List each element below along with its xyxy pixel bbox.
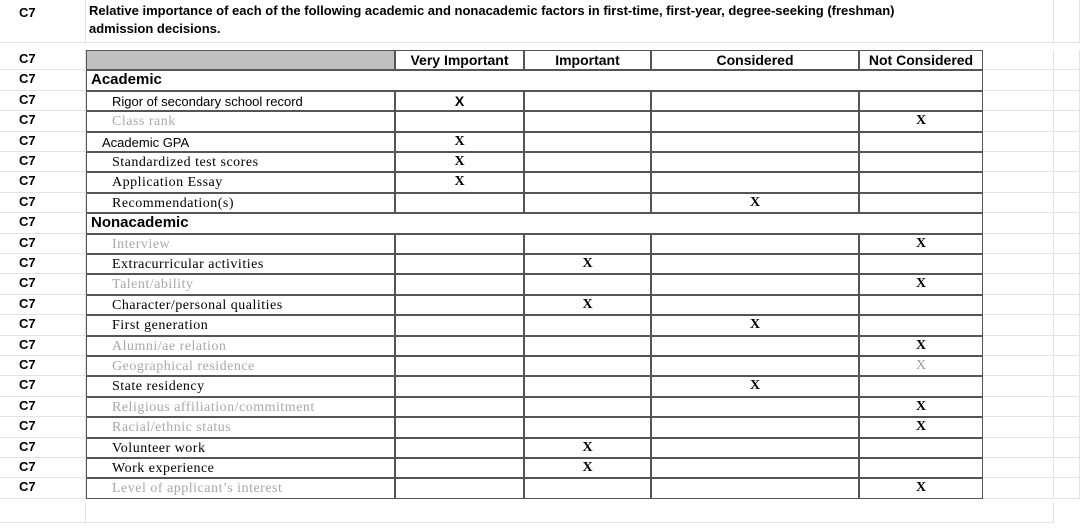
table-row — [0, 336, 1080, 356]
importance-mark[interactable]: X — [524, 254, 651, 274]
row-code[interactable]: C7 — [0, 172, 86, 192]
table-row — [0, 274, 1080, 294]
importance-cell[interactable] — [651, 111, 859, 131]
factor-label: Geographical residence — [86, 356, 395, 376]
empty-cell[interactable] — [983, 193, 1054, 213]
row-code[interactable]: C7 — [0, 376, 86, 396]
importance-cell[interactable] — [651, 295, 859, 315]
empty-cell[interactable] — [1054, 356, 1080, 376]
empty-cell[interactable] — [1054, 234, 1080, 254]
column-header: Important — [524, 50, 651, 70]
importance-cell[interactable] — [524, 193, 651, 213]
importance-mark[interactable]: X — [859, 336, 983, 356]
row-code[interactable]: C7 — [0, 478, 86, 498]
table-row — [0, 172, 1080, 192]
importance-cell[interactable] — [859, 132, 983, 152]
table-row — [0, 376, 1080, 396]
row-code[interactable]: C7 — [0, 315, 86, 335]
factor-label: Recommendation(s) — [86, 193, 395, 213]
row-code[interactable]: C7 — [0, 417, 86, 437]
empty-cell[interactable] — [1054, 70, 1080, 90]
importance-mark[interactable]: X — [651, 376, 859, 396]
row-code[interactable]: C7 — [0, 336, 86, 356]
empty-cell[interactable] — [1054, 254, 1080, 274]
importance-cell[interactable] — [395, 193, 524, 213]
table-row — [0, 132, 1080, 152]
row-code[interactable]: C7 — [0, 438, 86, 458]
importance-cell[interactable] — [524, 152, 651, 172]
factor-label: First generation — [86, 315, 395, 335]
question-text[interactable] — [86, 0, 1054, 43]
table-row — [0, 213, 1080, 233]
importance-cell[interactable] — [395, 234, 524, 254]
importance-mark[interactable]: X — [651, 315, 859, 335]
importance-cell[interactable] — [395, 111, 524, 131]
importance-cell[interactable] — [859, 172, 983, 192]
importance-cell[interactable] — [859, 438, 983, 458]
importance-mark[interactable]: X — [395, 91, 524, 111]
importance-cell[interactable] — [395, 478, 524, 498]
empty-cell[interactable] — [983, 376, 1054, 396]
factor-label: Work experience — [86, 458, 395, 478]
empty-cell[interactable] — [983, 397, 1054, 417]
importance-cell[interactable] — [395, 356, 524, 376]
factor-label: Character/personal qualities — [86, 295, 395, 315]
empty-cell[interactable] — [983, 70, 1054, 90]
empty-cell[interactable] — [983, 50, 1054, 70]
importance-cell[interactable] — [651, 438, 859, 458]
importance-cell[interactable] — [651, 91, 859, 111]
row-code[interactable]: C7 — [0, 274, 86, 294]
importance-cell[interactable] — [395, 336, 524, 356]
empty-cell[interactable] — [983, 274, 1054, 294]
table-row — [0, 70, 1080, 90]
header-blank-cell — [86, 50, 395, 70]
section-heading: Nonacademic — [86, 213, 983, 233]
row-code[interactable]: C7 — [0, 254, 86, 274]
importance-mark[interactable]: X — [859, 111, 983, 131]
importance-cell[interactable] — [395, 274, 524, 294]
empty-cell[interactable] — [983, 315, 1054, 335]
importance-cell[interactable] — [859, 91, 983, 111]
importance-cell[interactable] — [651, 132, 859, 152]
importance-cell[interactable] — [651, 478, 859, 498]
empty-cell[interactable] — [983, 417, 1054, 437]
empty-cell[interactable] — [1054, 50, 1080, 70]
empty-cell[interactable] — [0, 503, 86, 523]
factor-label: Racial/ethnic status — [86, 417, 395, 437]
factor-label: Standardized test scores — [86, 152, 395, 172]
importance-cell[interactable] — [524, 315, 651, 335]
empty-cell[interactable] — [1054, 397, 1080, 417]
importance-cell[interactable] — [524, 132, 651, 152]
importance-cell[interactable] — [395, 397, 524, 417]
table-row — [0, 478, 1080, 498]
importance-cell[interactable] — [651, 234, 859, 254]
empty-cell[interactable] — [983, 254, 1054, 274]
importance-cell[interactable] — [395, 315, 524, 335]
importance-cell[interactable] — [395, 254, 524, 274]
table-row — [0, 458, 1080, 478]
table-row — [0, 91, 1080, 111]
empty-cell[interactable] — [1054, 91, 1080, 111]
row-code[interactable]: C7 — [0, 213, 86, 233]
factor-label: Class rank — [86, 111, 395, 131]
empty-cell[interactable] — [983, 234, 1054, 254]
importance-cell[interactable] — [395, 376, 524, 396]
importance-mark[interactable]: X — [859, 274, 983, 294]
empty-cell[interactable] — [1054, 172, 1080, 192]
importance-mark[interactable]: X — [395, 152, 524, 172]
importance-mark[interactable]: X — [859, 234, 983, 254]
factor-label: Alumni/ae relation — [86, 336, 395, 356]
importance-cell[interactable] — [524, 274, 651, 294]
empty-cell[interactable] — [983, 438, 1054, 458]
column-header: Not Considered — [859, 50, 983, 70]
factor-label: Application Essay — [86, 172, 395, 192]
importance-cell[interactable] — [651, 458, 859, 478]
importance-cell[interactable] — [651, 397, 859, 417]
column-header: Considered — [651, 50, 859, 70]
empty-cell[interactable] — [983, 478, 1054, 498]
empty-cell[interactable] — [983, 336, 1054, 356]
empty-cell[interactable] — [1054, 417, 1080, 437]
factor-label: Religious affiliation/commitment — [86, 397, 395, 417]
table-row — [0, 356, 1080, 376]
importance-cell[interactable] — [859, 458, 983, 478]
importance-cell[interactable] — [524, 356, 651, 376]
importance-cell[interactable] — [524, 478, 651, 498]
table-row — [0, 50, 1080, 70]
importance-cell[interactable] — [651, 254, 859, 274]
table-row — [0, 315, 1080, 335]
importance-cell[interactable] — [651, 356, 859, 376]
empty-cell[interactable] — [983, 111, 1054, 131]
empty-cell[interactable] — [1054, 336, 1080, 356]
empty-cell[interactable] — [1054, 478, 1080, 498]
importance-cell[interactable] — [651, 172, 859, 192]
empty-cell[interactable] — [86, 503, 1054, 523]
importance-cell[interactable] — [524, 111, 651, 131]
factor-label: Academic GPA — [86, 132, 395, 152]
factor-label: Rigor of secondary school record — [86, 91, 395, 111]
importance-cell[interactable] — [524, 417, 651, 437]
empty-cell[interactable] — [1054, 458, 1080, 478]
table-row — [0, 234, 1080, 254]
empty-cell[interactable] — [1054, 376, 1080, 396]
factor-label: State residency — [86, 376, 395, 396]
empty-cell[interactable] — [1054, 438, 1080, 458]
row-code[interactable]: C7 — [0, 234, 86, 254]
importance-mark[interactable]: X — [395, 132, 524, 152]
row-code[interactable]: C7 — [0, 132, 86, 152]
empty-cell[interactable] — [1054, 0, 1080, 43]
table-row — [0, 111, 1080, 131]
importance-cell[interactable] — [395, 295, 524, 315]
table-row — [0, 417, 1080, 437]
importance-cell[interactable] — [524, 336, 651, 356]
table-row — [0, 397, 1080, 417]
section-heading: Academic — [86, 70, 983, 90]
factor-label: Talent/ability — [86, 274, 395, 294]
column-header: Very Important — [395, 50, 524, 70]
factor-label: Level of applicant’s interest — [86, 478, 395, 498]
empty-row — [0, 503, 1080, 523]
table-row — [0, 152, 1080, 172]
importance-mark[interactable]: X — [651, 193, 859, 213]
table-row — [0, 295, 1080, 315]
row-code[interactable]: C7 — [0, 458, 86, 478]
empty-cell[interactable] — [1054, 274, 1080, 294]
importance-cell[interactable] — [524, 397, 651, 417]
table-row — [0, 254, 1080, 274]
importance-cell[interactable] — [395, 417, 524, 437]
importance-cell[interactable] — [859, 376, 983, 396]
importance-cell[interactable] — [395, 438, 524, 458]
row-code[interactable]: C7 — [0, 70, 86, 90]
importance-cell[interactable] — [524, 376, 651, 396]
empty-cell[interactable] — [983, 295, 1054, 315]
empty-cell[interactable] — [983, 172, 1054, 192]
importance-mark[interactable]: X — [859, 397, 983, 417]
importance-cell[interactable] — [524, 234, 651, 254]
importance-mark[interactable]: X — [524, 295, 651, 315]
importance-cell[interactable] — [395, 458, 524, 478]
importance-cell[interactable] — [524, 172, 651, 192]
factor-label: Interview — [86, 234, 395, 254]
importance-mark[interactable]: X — [524, 438, 651, 458]
row-code[interactable]: C7 — [0, 193, 86, 213]
importance-mark[interactable]: X — [859, 478, 983, 498]
importance-mark[interactable]: X — [395, 172, 524, 192]
row-code[interactable]: C7 — [0, 50, 86, 70]
importance-cell[interactable] — [859, 254, 983, 274]
empty-cell[interactable] — [1054, 132, 1080, 152]
question-line-1: Relative importance of each of the following academic and nonacademic factors in first-time, first-year, degree-seeking (freshman) — [89, 3, 895, 18]
row-code[interactable]: C7 — [0, 295, 86, 315]
importance-cell[interactable] — [651, 274, 859, 294]
empty-cell[interactable] — [1054, 111, 1080, 131]
importance-cell[interactable] — [651, 336, 859, 356]
importance-cell[interactable] — [859, 152, 983, 172]
row-code[interactable]: C7 — [0, 91, 86, 111]
empty-cell[interactable] — [1054, 213, 1080, 233]
row-code[interactable]: C7 — [0, 111, 86, 131]
empty-cell[interactable] — [983, 356, 1054, 376]
empty-cell[interactable] — [1054, 315, 1080, 335]
empty-cell[interactable] — [983, 132, 1054, 152]
question-row — [0, 0, 1080, 43]
empty-cell[interactable] — [983, 152, 1054, 172]
row-code[interactable]: C7 — [0, 397, 86, 417]
importance-cell[interactable] — [524, 91, 651, 111]
empty-cell[interactable] — [1054, 193, 1080, 213]
empty-cell[interactable] — [983, 458, 1054, 478]
empty-cell[interactable] — [983, 213, 1054, 233]
empty-cell[interactable] — [1054, 295, 1080, 315]
importance-mark[interactable]: X — [859, 356, 983, 376]
importance-mark[interactable]: X — [859, 417, 983, 437]
importance-cell[interactable] — [651, 417, 859, 437]
empty-cell[interactable] — [983, 91, 1054, 111]
importance-cell[interactable] — [859, 315, 983, 335]
question-line-2: admission decisions. — [89, 21, 221, 36]
factor-label: Volunteer work — [86, 438, 395, 458]
row-code[interactable]: C7 — [0, 152, 86, 172]
importance-mark[interactable]: X — [524, 458, 651, 478]
row-code[interactable]: C7 — [0, 0, 86, 43]
importance-cell[interactable] — [859, 295, 983, 315]
factor-label: Extracurricular activities — [86, 254, 395, 274]
row-code[interactable]: C7 — [0, 356, 86, 376]
importance-cell[interactable] — [651, 152, 859, 172]
importance-cell[interactable] — [859, 193, 983, 213]
empty-cell[interactable] — [1054, 152, 1080, 172]
table-row — [0, 193, 1080, 213]
table-row — [0, 438, 1080, 458]
